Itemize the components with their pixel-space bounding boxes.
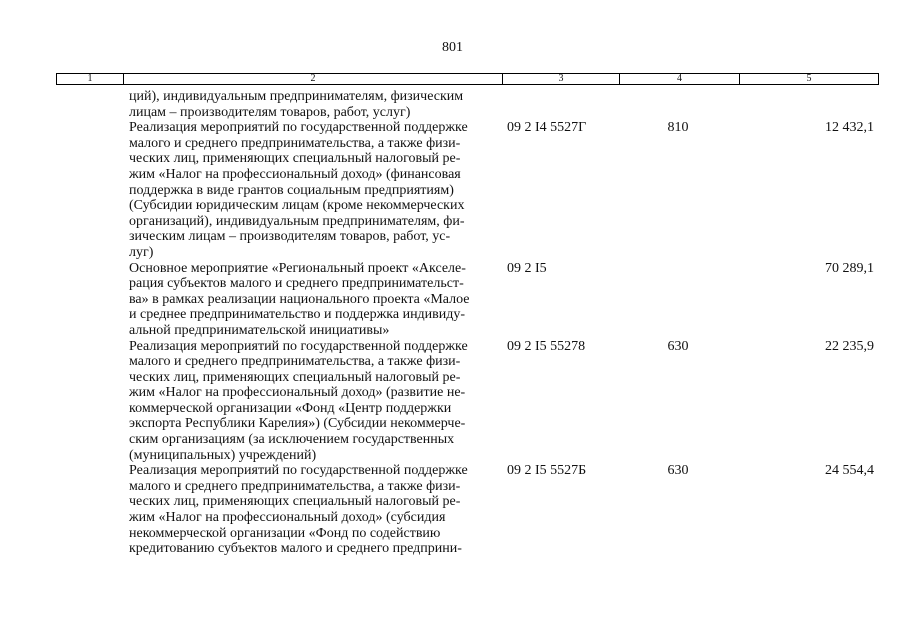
- description-line: экспорта Республики Карелия») (Субсидии некоммерче-: [129, 416, 466, 432]
- column-header-3: 3: [503, 74, 620, 84]
- description-line: Реализация мероприятий по государственной поддержке: [129, 463, 468, 479]
- description-line: рация субъектов малого и среднего предпринимательст-: [129, 276, 464, 292]
- description-line: жим «Налог на профессиональный доход» (субсидия: [129, 510, 446, 526]
- description-line: ческих лиц, применяющих специальный налоговый ре-: [129, 151, 461, 167]
- description-line: организаций), индивидуальным предпринимателям, фи-: [129, 213, 465, 229]
- description-line: коммерческой организации «Фонд «Центр поддержки: [129, 400, 452, 416]
- table-row: [0, 463, 905, 557]
- row-amount: 12 432,1: [825, 120, 874, 136]
- table-row: [0, 261, 905, 339]
- description-line: зическим лицам – производителям товаров, работ, ус-: [129, 229, 451, 245]
- description-line: жим «Налог на профессиональный доход» (развитие не-: [129, 385, 466, 401]
- row-description: [129, 120, 499, 260]
- row-amount: 24 554,4: [825, 463, 874, 479]
- description-line: ва» в рамках реализации национального проекта «Малое: [129, 291, 470, 307]
- column-header-row: [56, 73, 879, 85]
- description-line: ций), индивидуальным предпринимателям, физическим: [129, 89, 464, 104]
- row-amount: 22 235,9: [825, 338, 874, 354]
- table-row: [0, 339, 905, 464]
- description-line: кредитованию субъектов малого и среднего предприни-: [129, 541, 462, 557]
- description-line: ческих лиц, применяющих специальный налоговый ре-: [129, 494, 461, 510]
- description-line: ским организациям (за исключением государственных: [129, 432, 455, 448]
- column-header-4: 4: [620, 74, 740, 84]
- description-line: луг): [129, 244, 154, 260]
- row-expense-type: 810: [667, 120, 689, 136]
- table-row: [0, 120, 905, 260]
- row-description: [129, 339, 499, 464]
- description-line: Основное мероприятие «Региональный проект «Акселе-: [129, 260, 466, 276]
- description-line: ческих лиц, применяющих специальный налоговый ре-: [129, 369, 461, 385]
- description-line: (Субсидии юридическим лицам (кроме некоммерческих: [129, 198, 465, 214]
- row-expense-type: 630: [667, 338, 689, 354]
- description-line: жим «Налог на профессиональный доход» (финансовая: [129, 166, 461, 182]
- row-description: [129, 261, 499, 339]
- description-line: поддержка в виде грантов социальным предприятиям): [129, 182, 454, 198]
- description-line: и среднее предпринимательство и поддержка индивиду-: [129, 307, 466, 323]
- column-header-2: 2: [124, 74, 503, 84]
- description-line: (муниципальных) учреждений): [129, 447, 317, 463]
- page-number: 801: [442, 40, 463, 55]
- column-header-1: 1: [57, 74, 124, 84]
- description-line: Реализация мероприятий по государственной поддержке: [129, 120, 468, 136]
- row-code: 09 2 I5: [507, 260, 547, 276]
- row-description: [129, 89, 499, 120]
- row-amount: 70 289,1: [825, 260, 874, 276]
- description-line: альной предпринимательской инициативы»: [129, 322, 390, 338]
- description-line: некоммерческой организации «Фонд по содействию: [129, 525, 441, 541]
- description-line: лицам – производителям товаров, работ, услуг): [129, 104, 411, 120]
- table-row: [0, 89, 905, 120]
- description-line: малого и среднего предпринимательства, а также физи-: [129, 478, 461, 494]
- column-header-5: 5: [806, 73, 812, 84]
- row-description: [129, 463, 499, 557]
- row-code: 09 2 I5 55278: [507, 338, 586, 354]
- description-line: малого и среднего предпринимательства, а также физи-: [129, 354, 461, 370]
- row-code: 09 2 I5 5527Б: [507, 463, 587, 479]
- row-expense-type: 630: [667, 463, 689, 479]
- row-code: 09 2 I4 5527Г: [507, 120, 587, 136]
- description-line: малого и среднего предпринимательства, а также физи-: [129, 135, 461, 151]
- budget-table-body: [0, 89, 905, 557]
- description-line: Реализация мероприятий по государственной поддержке: [129, 338, 468, 354]
